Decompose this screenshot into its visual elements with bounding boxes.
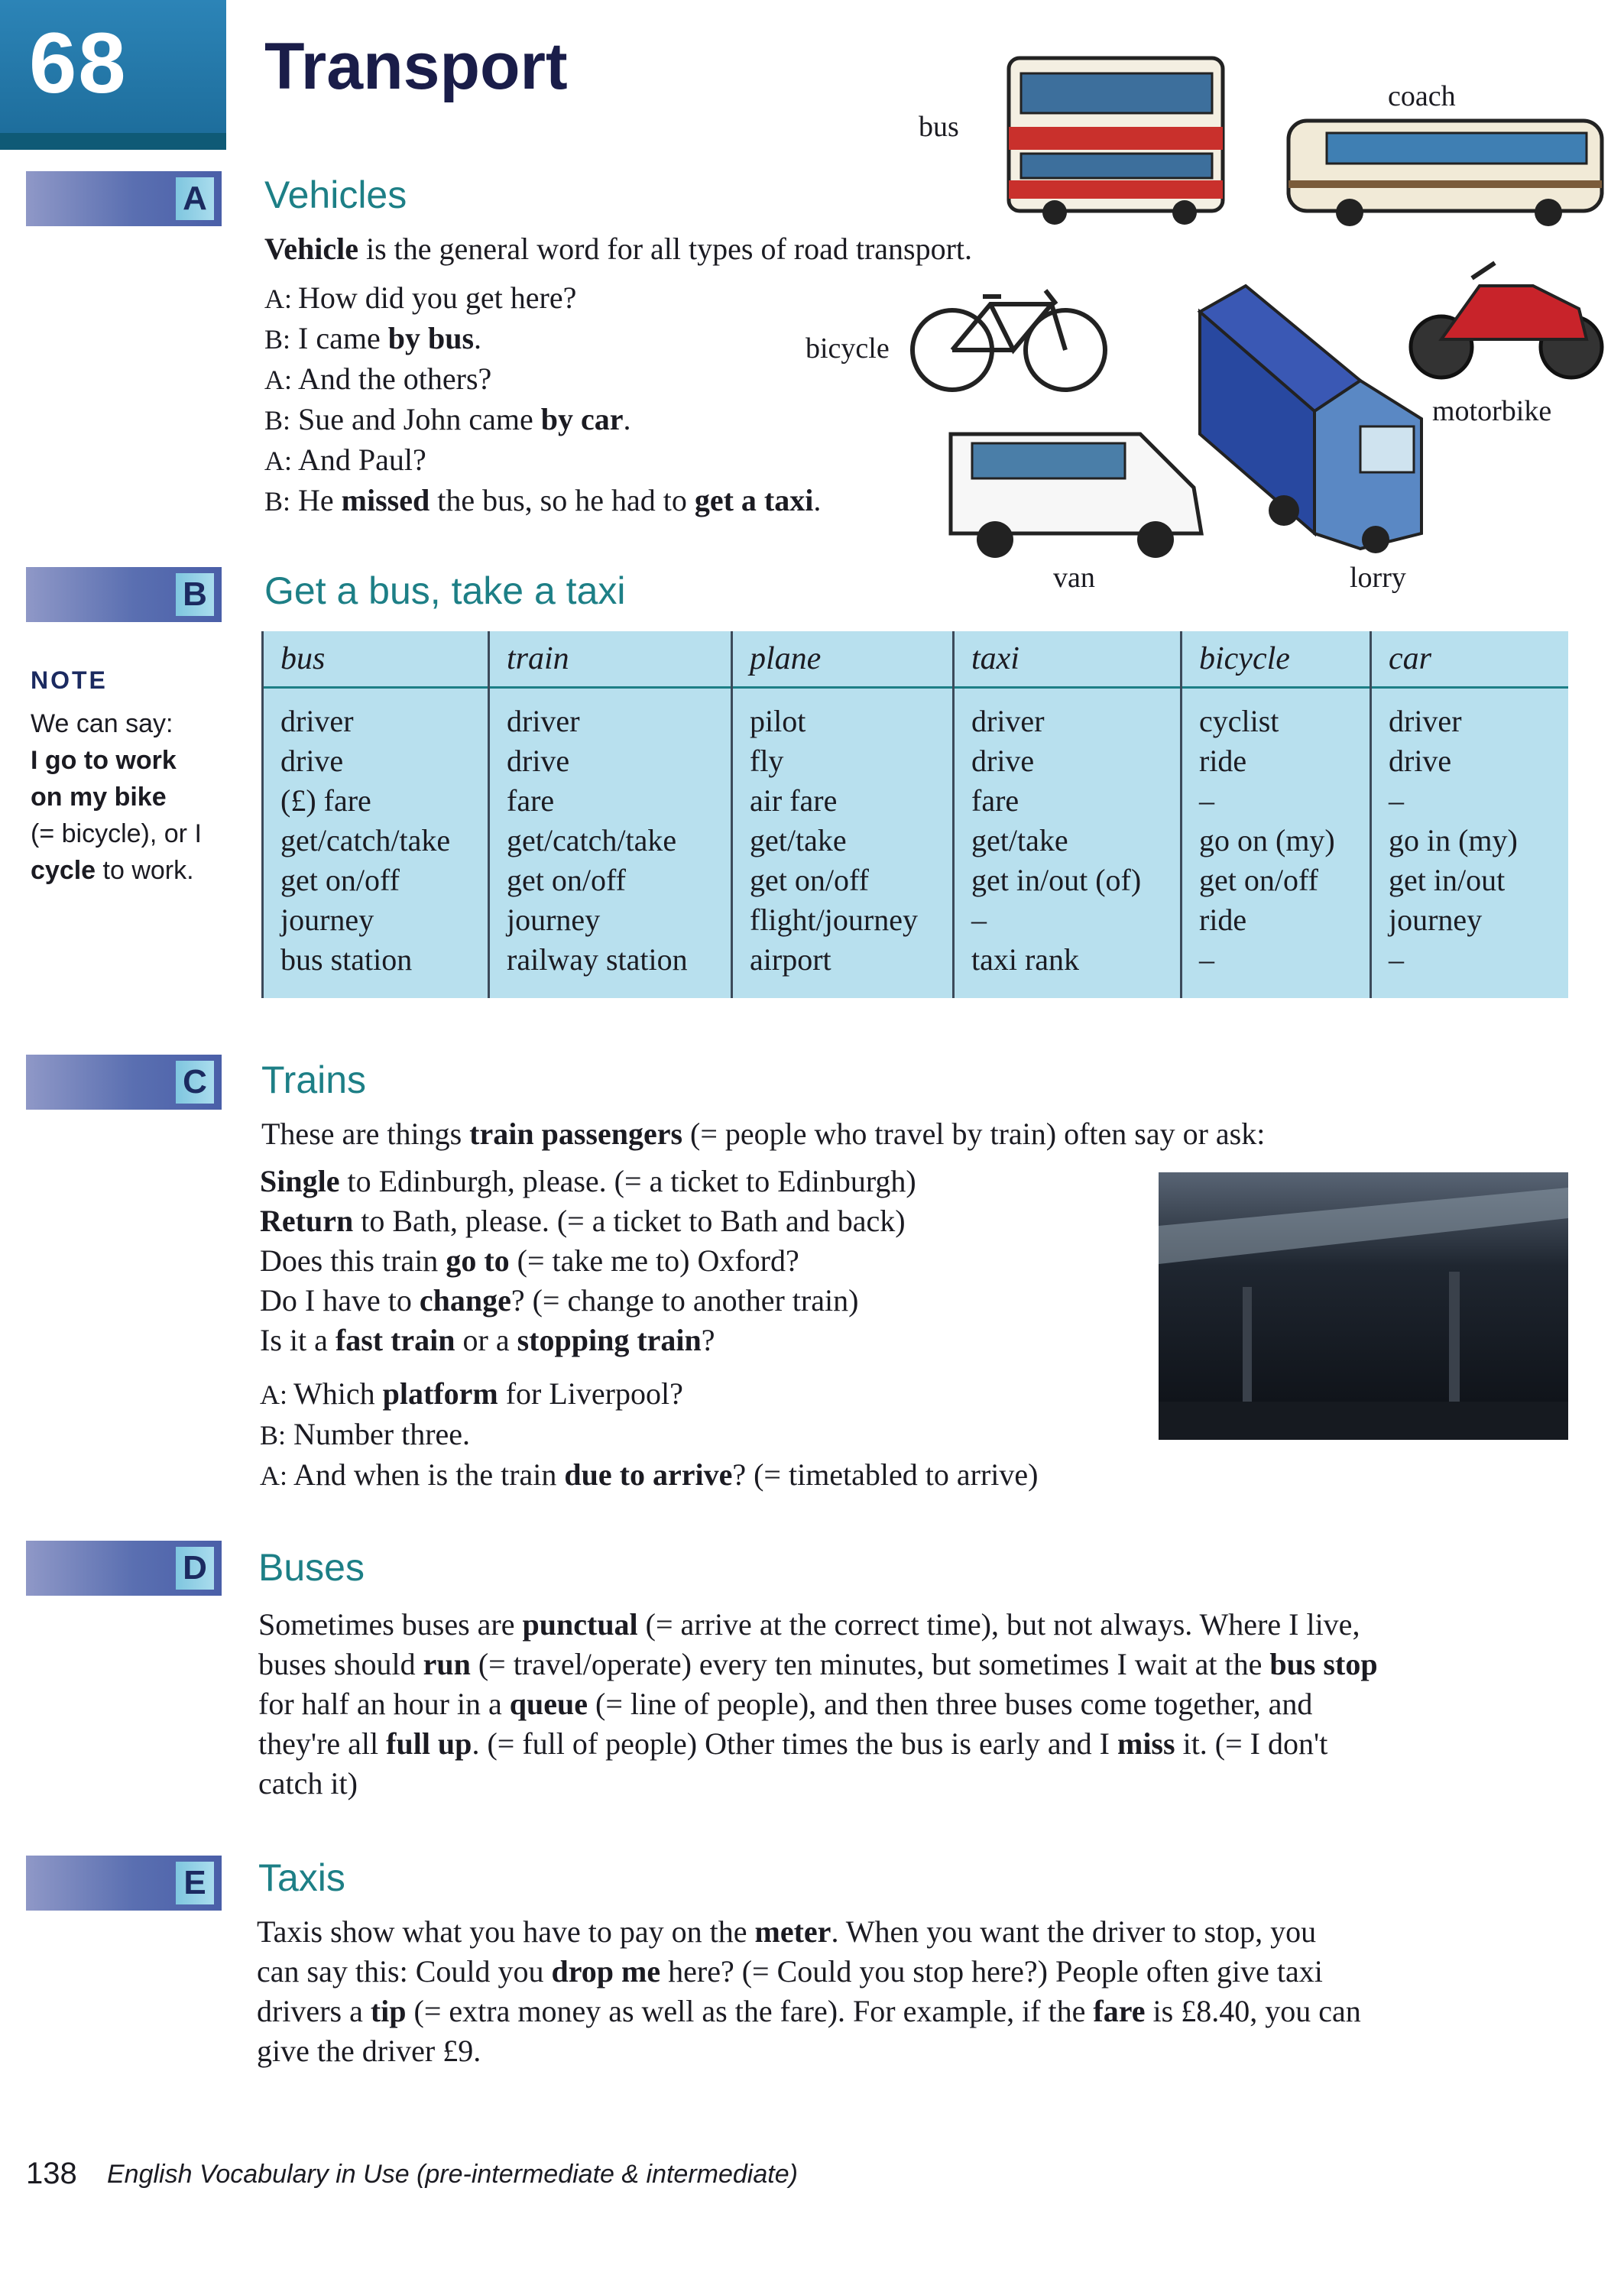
- table-cell: fare: [971, 783, 1019, 818]
- section-d-paragraph: [258, 1605, 1378, 1804]
- para-text: can say this: Could you: [257, 1954, 552, 1989]
- note-line: We can say:: [31, 709, 173, 738]
- section-e-heading: Taxis: [258, 1856, 345, 1899]
- table-cell: journey: [1389, 903, 1483, 937]
- dialogue-line: [260, 1415, 1038, 1455]
- section-c-dialogue: [260, 1374, 1038, 1496]
- section-e-tab: [26, 1856, 222, 1911]
- section-d-tab: [26, 1541, 222, 1596]
- section-c-letter: C: [176, 1061, 214, 1104]
- table-cell: –: [1389, 942, 1404, 977]
- table-cell: –: [1199, 942, 1214, 977]
- table-cell: pilot: [750, 704, 806, 738]
- table-cell: ride: [1199, 903, 1247, 937]
- speaker: B:: [264, 486, 291, 517]
- section-a-dialogue: [264, 278, 821, 521]
- table-cell: go in (my): [1389, 823, 1518, 857]
- phrase-line: [260, 1162, 916, 1201]
- unit-number-box: [0, 0, 226, 150]
- bicycle-illustration: [906, 274, 1113, 396]
- table-cell: get/catch/take: [280, 823, 451, 857]
- van-caption: van: [1053, 562, 1095, 594]
- phrase-text: to Bath, please. (= a ticket to Bath and back): [353, 1204, 906, 1238]
- section-b-tab: [26, 567, 222, 622]
- table-cell: get on/off: [750, 863, 869, 897]
- para-term: meter: [754, 1914, 831, 1949]
- section-a-intro: [264, 229, 972, 269]
- para-text: it. (= I don't: [1175, 1726, 1328, 1761]
- section-a-letter: A: [176, 177, 214, 220]
- phrase-text: ? (= change to another train): [511, 1283, 859, 1318]
- para-term: fare: [1093, 1994, 1146, 2028]
- dialogue-line: [264, 278, 821, 319]
- note-box: [31, 666, 237, 889]
- table-cell: drive: [1389, 744, 1452, 778]
- para-term: queue: [509, 1687, 588, 1721]
- coach-illustration: [1281, 112, 1614, 231]
- dialogue-line: [264, 400, 821, 440]
- table-cell: driver: [507, 704, 580, 738]
- intro-text: is the general word for all types of road transport.: [358, 232, 973, 266]
- table-cell: drive: [280, 744, 344, 778]
- speaker: A:: [260, 1460, 287, 1491]
- table-cell: driver: [971, 704, 1045, 738]
- dialogue-line: [264, 359, 821, 400]
- para-text: Taxis show what you have to pay on the: [257, 1914, 755, 1949]
- note-term: cycle: [31, 856, 96, 885]
- page-title: Transport: [264, 30, 568, 103]
- phrase-text: Is it a: [260, 1323, 335, 1357]
- note-line: I go to work: [31, 746, 177, 775]
- table-column-car: [1370, 631, 1571, 998]
- column-header: train: [507, 641, 569, 676]
- dialogue-term: get a taxi: [694, 483, 814, 517]
- para-term: bus stop: [1269, 1647, 1378, 1681]
- table-cell: railway station: [507, 942, 688, 977]
- table-cell: cyclist: [1199, 704, 1279, 738]
- unit-box-bar: [0, 133, 226, 150]
- intro-term: train passengers: [469, 1117, 683, 1151]
- para-term: run: [423, 1647, 471, 1681]
- phrase-text: Does this train: [260, 1243, 446, 1278]
- para-text: they're all: [258, 1726, 387, 1761]
- dialogue-term: due to arrive: [564, 1457, 733, 1492]
- table-cell: driver: [280, 704, 354, 738]
- section-c-phrases: [260, 1162, 916, 1360]
- speaker: B:: [264, 405, 291, 436]
- speaker: B:: [260, 1420, 287, 1451]
- page-number: 138: [26, 2157, 77, 2190]
- para-text: buses should: [258, 1647, 423, 1681]
- train-station-photo: [1159, 1172, 1568, 1440]
- phrase-text: ?: [701, 1323, 715, 1357]
- para-text: . When you want the driver to stop, you: [831, 1914, 1317, 1949]
- dialogue-text: And when is the train: [293, 1457, 565, 1492]
- transport-table: [261, 631, 1568, 998]
- para-term: miss: [1117, 1726, 1175, 1761]
- column-header: bus: [280, 641, 326, 676]
- dialogue-text: Which: [293, 1376, 383, 1411]
- para-text: (= arrive at the correct time), but not always. Where I live,: [637, 1607, 1360, 1642]
- coach-caption: coach: [1388, 80, 1456, 112]
- para-term: drop me: [551, 1954, 661, 1989]
- column-header: plane: [750, 641, 822, 676]
- phrase-line: [260, 1241, 916, 1281]
- column-header: bicycle: [1199, 641, 1290, 676]
- section-d-letter: D: [176, 1547, 214, 1590]
- note-line: to work.: [96, 856, 194, 885]
- table-column-bicycle: [1180, 631, 1372, 998]
- dialogue-text: Sue and John came: [298, 402, 541, 436]
- para-text: is £8.40, you can: [1145, 1994, 1361, 2028]
- van-illustration: [942, 419, 1214, 564]
- phrase-term: stopping train: [517, 1323, 702, 1357]
- dialogue-line: [264, 481, 821, 521]
- dialogue-line: [260, 1455, 1038, 1496]
- table-cell: drive: [971, 744, 1035, 778]
- table-column-train: [488, 631, 733, 998]
- table-cell: flight/journey: [750, 903, 918, 937]
- table-cell: get on/off: [280, 863, 400, 897]
- table-column-bus: [261, 631, 490, 998]
- phrase-text: Do I have to: [260, 1283, 420, 1318]
- dialogue-line: [264, 319, 821, 359]
- table-cell: get/catch/take: [507, 823, 677, 857]
- motorbike-illustration: [1395, 255, 1617, 385]
- phrase-term: Return: [260, 1204, 354, 1238]
- bus-illustration: [1001, 43, 1232, 226]
- para-text: drivers a: [257, 1994, 371, 2028]
- phrase-term: go to: [446, 1243, 510, 1278]
- para-text: (= line of people), and then three buses come together, and: [588, 1687, 1313, 1721]
- para-term: punctual: [522, 1607, 638, 1642]
- phrase-text: to Edinburgh, please. (= a ticket to Edinburgh): [339, 1164, 916, 1198]
- section-d-heading: Buses: [258, 1546, 365, 1589]
- dialogue-text: .: [813, 483, 822, 517]
- para-text: here? (= Could you stop here?) People often give taxi: [660, 1954, 1323, 1989]
- section-b-letter: B: [176, 573, 214, 616]
- dialogue-term: missed: [341, 483, 430, 517]
- lorry-caption: lorry: [1350, 562, 1406, 594]
- speaker: A:: [264, 446, 292, 476]
- bus-caption: bus: [919, 111, 959, 143]
- motorbike-caption: motorbike: [1432, 395, 1552, 427]
- speaker: A:: [264, 365, 292, 395]
- table-cell: go on (my): [1199, 823, 1335, 857]
- table-cell: drive: [507, 744, 570, 778]
- intro-text: These are things: [261, 1117, 470, 1151]
- phrase-term: fast train: [335, 1323, 455, 1357]
- phrase-line: [260, 1201, 916, 1241]
- table-cell: get on/off: [1199, 863, 1318, 897]
- dialogue-text: He: [298, 483, 342, 517]
- note-title: NOTE: [31, 666, 108, 694]
- dialogue-text: Number three.: [293, 1417, 471, 1451]
- table-cell: journey: [507, 903, 601, 937]
- dialogue-text: And Paul?: [298, 442, 426, 477]
- section-c-tab: [26, 1055, 222, 1110]
- bicycle-caption: bicycle: [806, 332, 890, 365]
- para-text: (= extra money as well as the fare). For example, if the: [406, 1994, 1094, 2028]
- phrase-line: [260, 1281, 916, 1321]
- dialogue-text: I came: [298, 321, 388, 355]
- dialogue-text: the bus, so he had to: [430, 483, 695, 517]
- dialogue-line: [264, 440, 821, 481]
- dialogue-text: .: [474, 321, 482, 355]
- phrase-term: Single: [260, 1164, 340, 1198]
- section-a-heading: Vehicles: [264, 173, 407, 216]
- dialogue-text: And the others?: [298, 361, 492, 396]
- table-cell: journey: [280, 903, 374, 937]
- note-line: on my bike: [31, 783, 167, 812]
- table-cell: bus station: [280, 942, 413, 977]
- table-cell: get on/off: [507, 863, 626, 897]
- phrase-text: (= take me to) Oxford?: [509, 1243, 799, 1278]
- phrase-term: change: [419, 1283, 511, 1318]
- table-cell: ride: [1199, 744, 1247, 778]
- section-a-tab: [26, 171, 222, 226]
- dialogue-text: for Liverpool?: [498, 1376, 683, 1411]
- section-b-heading: Get a bus, take a taxi: [264, 569, 626, 612]
- column-header: car: [1389, 641, 1431, 676]
- book-title: English Vocabulary in Use (pre-intermediate & intermediate): [107, 2160, 798, 2189]
- table-cell: driver: [1389, 704, 1462, 738]
- dialogue-term: platform: [382, 1376, 498, 1411]
- section-c-heading: Trains: [261, 1058, 367, 1101]
- para-text: give the driver £9.: [257, 2034, 481, 2068]
- dialogue-term: by bus: [387, 321, 475, 355]
- section-c-intro: [261, 1114, 1265, 1154]
- note-line: (= bicycle), or I: [31, 819, 202, 848]
- table-cell: fare: [507, 783, 555, 818]
- column-header: taxi: [971, 641, 1019, 676]
- speaker: A:: [260, 1379, 287, 1410]
- dialogue-term: by car: [540, 402, 624, 436]
- section-e-letter: E: [176, 1862, 214, 1904]
- table-cell: –: [1389, 783, 1404, 818]
- para-text: . (= full of people) Other times the bus is early and I: [472, 1726, 1117, 1761]
- para-text: Sometimes buses are: [258, 1607, 523, 1642]
- para-text: (= travel/operate) every ten minutes, but sometimes I wait at the: [470, 1647, 1270, 1681]
- para-text: catch it): [258, 1766, 358, 1801]
- table-cell: get in/out (of): [971, 863, 1142, 897]
- dialogue-text: How did you get here?: [298, 280, 577, 315]
- table-column-plane: [731, 631, 955, 998]
- speaker: A:: [264, 284, 292, 314]
- unit-number: 68: [29, 15, 128, 111]
- dialogue-text: .: [623, 402, 631, 436]
- phrase-text: or a: [455, 1323, 517, 1357]
- table-column-taxi: [952, 631, 1182, 998]
- table-cell: (£) fare: [280, 783, 371, 818]
- table-cell: get/take: [750, 823, 847, 857]
- dialogue-line: [260, 1374, 1038, 1415]
- table-cell: air fare: [750, 783, 838, 818]
- table-cell: taxi rank: [971, 942, 1080, 977]
- para-text: for half an hour in a: [258, 1687, 510, 1721]
- table-cell: –: [1199, 783, 1214, 818]
- speaker: B:: [264, 324, 291, 355]
- intro-text: (= people who travel by train) often say or ask:: [682, 1117, 1266, 1151]
- para-term: tip: [370, 1994, 407, 2028]
- intro-term: Vehicle: [264, 232, 358, 266]
- para-term: full up: [386, 1726, 472, 1761]
- dialogue-text: ? (= timetabled to arrive): [732, 1457, 1039, 1492]
- section-e-paragraph: [257, 1912, 1361, 2071]
- table-cell: get in/out: [1389, 863, 1506, 897]
- table-cell: get/take: [971, 823, 1068, 857]
- note-body: [31, 705, 237, 889]
- table-cell: fly: [750, 744, 784, 778]
- table-cell: airport: [750, 942, 831, 977]
- table-cell: –: [971, 903, 987, 937]
- phrase-line: [260, 1321, 916, 1360]
